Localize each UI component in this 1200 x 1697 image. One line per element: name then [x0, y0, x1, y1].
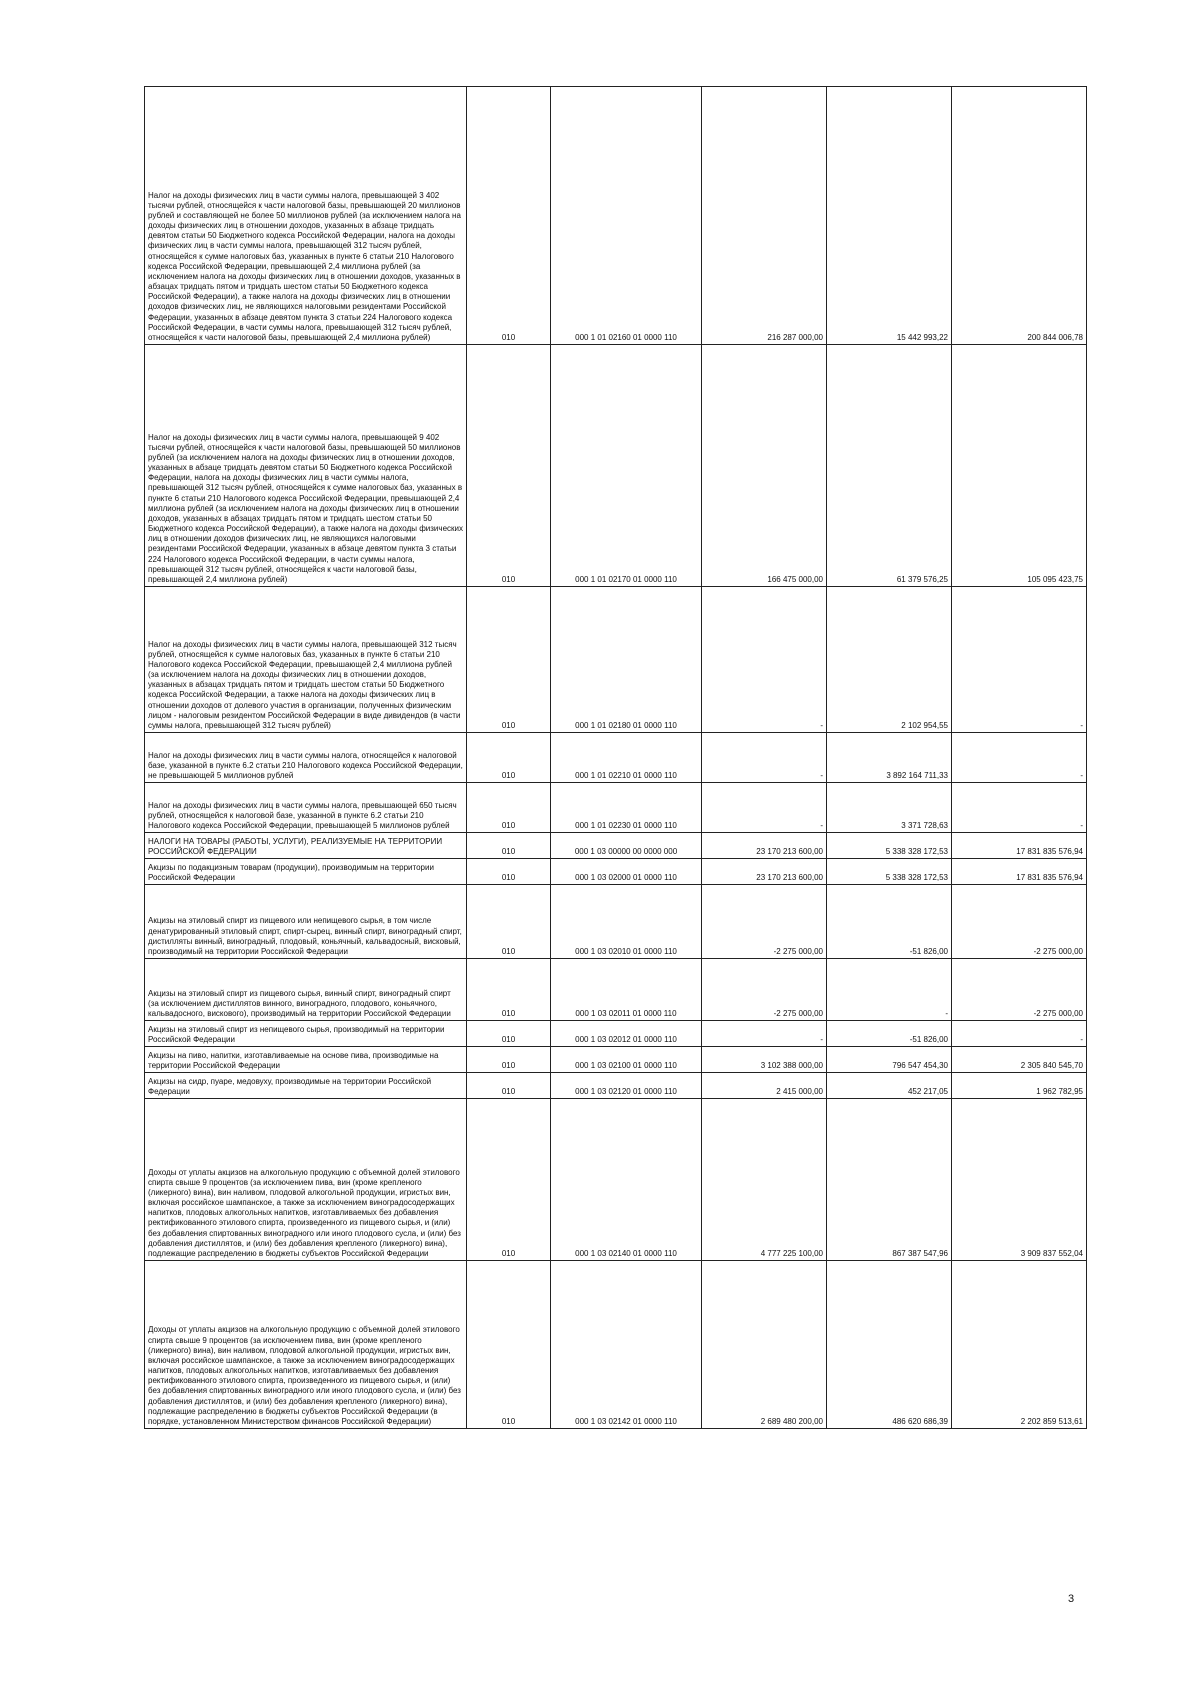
row-remaining-amount-cell: 105 095 423,75	[952, 345, 1087, 587]
row-remaining-amount-cell: -2 275 000,00	[952, 959, 1087, 1021]
row-executed-amount-cell: 5 338 328 172,53	[827, 833, 952, 859]
row-approved-amount-cell: -	[702, 783, 827, 833]
table-row	[145, 1099, 1087, 1261]
table-row	[145, 1073, 1087, 1099]
table-row	[145, 833, 1087, 859]
row-approved-amount-cell: 166 475 000,00	[702, 345, 827, 587]
row-name-cell: Доходы от уплаты акцизов на алкогольную продукцию с объемной долей этилового спирта свыше 9 процентов (за исключением пива, вин (кроме крепленого (ликерного) вина), вин наливом, плодовой алкогольной продукции, игристых вин, включая российское шампанское, а также за исключением виноградосодержащих напитков, плодовых алкогольных напитков, изготавливаемых без добавления ректификованного этилового спирта, произведенного из пищевого сырья, и (или) без добавления спиртованных виноградного или иного плодового сусла, и (или) без добавления дистиллятов, и (или) без добавления крепленого (ликерного) вина), подлежащие распределению в бюджеты субъектов Российской Федерации (в порядке, установленном Министерством финансов Российской Федерации)	[145, 1261, 467, 1429]
row-remaining-amount-cell: -	[952, 1021, 1087, 1047]
row-executed-amount-cell: -51 826,00	[827, 1021, 952, 1047]
row-line-code-cell: 010	[467, 1073, 551, 1099]
row-budget-code-cell: 000 1 01 02170 01 0000 110	[551, 345, 702, 587]
row-line-code-cell: 010	[467, 1047, 551, 1073]
row-budget-code-cell: 000 1 03 02000 01 0000 110	[551, 859, 702, 885]
row-executed-amount-cell: 61 379 576,25	[827, 345, 952, 587]
table-row	[145, 885, 1087, 959]
row-executed-amount-cell: 3 371 728,63	[827, 783, 952, 833]
row-budget-code-cell: 000 1 03 02011 01 0000 110	[551, 959, 702, 1021]
row-remaining-amount-cell: 17 831 835 576,94	[952, 833, 1087, 859]
row-name-cell: Налог на доходы физических лиц в части суммы налога, превышающей 9 402 тысячи рублей, относящейся к части налоговой базы, превышающей 50 миллионов рублей (за исключением налога на доходы физических лиц в отношении доходов, указанных в абзаце тридцать девятом статьи 50 Бюджетного кодекса Российской Федерации, налога на доходы физических лиц в части суммы налога, превышающей 312 тысяч рублей, относящейся к сумме налоговых баз, указанных в пункте 6 статьи 210 Налогового кодекса Российской Федерации, превышающей 2,4 миллиона рублей (за исключением налога на доходы физических лиц в отношении доходов, указанных в абзацах тридцать пятом и тридцать шестом статьи 50 Бюджетного кодекса Российской Федерации), а также налога на доходы физических лиц в отношении доходов физических лиц, не являющихся налоговыми резидентами Российской Федерации, указанных в абзаце девятом пункта 3 статьи 224 Налогового кодекса Российской Федерации, в части суммы налога, превышающей 312 тысяч рублей, относящейся к части налоговой базы, превышающей 2,4 миллиона рублей)	[145, 345, 467, 587]
row-line-code-cell: 010	[467, 959, 551, 1021]
row-executed-amount-cell: 3 892 164 711,33	[827, 733, 952, 783]
table-row	[145, 1261, 1087, 1429]
row-remaining-amount-cell: -	[952, 587, 1087, 733]
row-executed-amount-cell: 796 547 454,30	[827, 1047, 952, 1073]
row-budget-code-cell: 000 1 01 02230 01 0000 110	[551, 783, 702, 833]
row-approved-amount-cell: 23 170 213 600,00	[702, 833, 827, 859]
row-approved-amount-cell: 3 102 388 000,00	[702, 1047, 827, 1073]
revenue-report-table	[144, 86, 1087, 1429]
row-executed-amount-cell: 2 102 954,55	[827, 587, 952, 733]
row-remaining-amount-cell: 17 831 835 576,94	[952, 859, 1087, 885]
table-row	[145, 859, 1087, 885]
row-approved-amount-cell: -	[702, 733, 827, 783]
row-name-cell: Акцизы на этиловый спирт из пищевого сырья, винный спирт, виноградный спирт (за исключением дистиллятов винного, виноградного, плодового, коньячного, кальвадосного, вискового), производимый на территории Российской Федерации	[145, 959, 467, 1021]
row-budget-code-cell: 000 1 03 02012 01 0000 110	[551, 1021, 702, 1047]
row-approved-amount-cell: 216 287 000,00	[702, 87, 827, 345]
table-row	[145, 733, 1087, 783]
row-name-cell: Акцизы на этиловый спирт из пищевого или непищевого сырья, в том числе денатурированный этиловый спирт, спирт-сырец, винный спирт, виноградный спирт, дистилляты винный, виноградный, плодовый, коньячный, кальвадосный, висковый, производимый на территории Российской Федерации	[145, 885, 467, 959]
row-remaining-amount-cell: 2 305 840 545,70	[952, 1047, 1087, 1073]
table-row	[145, 783, 1087, 833]
row-executed-amount-cell: 867 387 547,96	[827, 1099, 952, 1261]
row-executed-amount-cell: 5 338 328 172,53	[827, 859, 952, 885]
row-approved-amount-cell: 4 777 225 100,00	[702, 1099, 827, 1261]
row-name-cell: Налог на доходы физических лиц в части суммы налога, относящейся к налоговой базе, указанной в пункте 6.2 статьи 210 Налогового кодекса Российской Федерации, не превышающей 5 миллионов рублей	[145, 733, 467, 783]
row-name-cell: Доходы от уплаты акцизов на алкогольную продукцию с объемной долей этилового спирта свыше 9 процентов (за исключением пива, вин (кроме крепленого (ликерного) вина), вин наливом, плодовой алкогольной продукции, игристых вин, включая российское шампанское, а также за исключением виноградосодержащих напитков, плодовых алкогольных напитков, изготавливаемых без добавления ректификованного этилового спирта, произведенного из пищевого сырья, и (или) без добавления спиртованных виноградного или иного плодового сусла, и (или) без добавления дистиллятов, и (или) без добавления крепленого (ликерного) вина), подлежащие распределению в бюджеты субъектов Российской Федерации	[145, 1099, 467, 1261]
table-row	[145, 587, 1087, 733]
row-remaining-amount-cell: -	[952, 783, 1087, 833]
row-remaining-amount-cell: 2 202 859 513,61	[952, 1261, 1087, 1429]
row-name-cell: Налог на доходы физических лиц в части суммы налога, превышающей 3 402 тысячи рублей, относящейся к части налоговой базы, превышающей 20 миллионов рублей и составляющей не более 50 миллионов рублей (за исключением налога на доходы физических лиц в отношении доходов, указанных в абзаце тридцать девятом статьи 50 Бюджетного кодекса Российской Федерации, налога на доходы физических лиц в части суммы налога, превышающей 312 тысяч рублей, относящейся к сумме налоговых баз, указанных в пункте 6 статьи 210 Налогового кодекса Российской Федерации, превышающей 2,4 миллиона рублей (за исключением налога на доходы физических лиц в отношении доходов, указанных в абзацах тридцать пятом и тридцать шестом статьи 50 Бюджетного кодекса Российской Федерации), а также налога на доходы физических лиц в отношении доходов физических лиц, не являющихся налоговыми резидентами Российской Федерации, указанных в абзаце девятом пункта 3 статьи 224 Налогового кодекса Российской Федерации, в части суммы налога, превышающей 312 тысяч рублей, относящейся к части налоговой базы, превышающей 2,4 миллиона рублей)	[145, 87, 467, 345]
row-budget-code-cell: 000 1 03 02010 01 0000 110	[551, 885, 702, 959]
row-line-code-cell: 010	[467, 1021, 551, 1047]
row-name-cell: Налог на доходы физических лиц в части суммы налога, превышающей 650 тысяч рублей, относящейся к налоговой базе, указанной в пункте 6.2 статьи 210 Налогового кодекса Российской Федерации, превышающей 5 миллионов рублей	[145, 783, 467, 833]
row-name-cell: Налог на доходы физических лиц в части суммы налога, превышающей 312 тысяч рублей, относящейся к сумме налоговых баз, указанных в пункте 6 статьи 210 Налогового кодекса Российской Федерации, превышающей 2,4 миллиона рублей (за исключением налога на доходы физических лиц в отношении доходов, указанных в абзацах тридцать пятом и тридцать шестом статьи 50 Бюджетного кодекса Российской Федерации, а также налога на доходы физических лиц в отношении доходов от долевого участия в организации, полученных физическим лицом - налоговым резидентом Российской Федерации в виде дивидендов (в части суммы налога, превышающей 312 тысяч рублей)	[145, 587, 467, 733]
row-approved-amount-cell: 2 689 480 200,00	[702, 1261, 827, 1429]
row-remaining-amount-cell: 3 909 837 552,04	[952, 1099, 1087, 1261]
row-budget-code-cell: 000 1 01 02180 01 0000 110	[551, 587, 702, 733]
row-budget-code-cell: 000 1 03 00000 00 0000 000	[551, 833, 702, 859]
row-approved-amount-cell: -2 275 000,00	[702, 885, 827, 959]
row-remaining-amount-cell: -2 275 000,00	[952, 885, 1087, 959]
row-name-cell: НАЛОГИ НА ТОВАРЫ (РАБОТЫ, УСЛУГИ), РЕАЛИЗУЕМЫЕ НА ТЕРРИТОРИИ РОССИЙСКОЙ ФЕДЕРАЦИИ	[145, 833, 467, 859]
table-row	[145, 87, 1087, 345]
row-remaining-amount-cell: 1 962 782,95	[952, 1073, 1087, 1099]
row-executed-amount-cell: 486 620 686,39	[827, 1261, 952, 1429]
row-line-code-cell: 010	[467, 833, 551, 859]
table-row	[145, 959, 1087, 1021]
row-budget-code-cell: 000 1 03 02100 01 0000 110	[551, 1047, 702, 1073]
row-executed-amount-cell: -	[827, 959, 952, 1021]
row-approved-amount-cell: 23 170 213 600,00	[702, 859, 827, 885]
row-remaining-amount-cell: -	[952, 733, 1087, 783]
row-line-code-cell: 010	[467, 587, 551, 733]
row-line-code-cell: 010	[467, 87, 551, 345]
page-number: 3	[1068, 1593, 1075, 1605]
row-executed-amount-cell: 452 217,05	[827, 1073, 952, 1099]
table-row	[145, 345, 1087, 587]
row-remaining-amount-cell: 200 844 006,78	[952, 87, 1087, 345]
row-line-code-cell: 010	[467, 783, 551, 833]
row-line-code-cell: 010	[467, 733, 551, 783]
row-budget-code-cell: 000 1 03 02120 01 0000 110	[551, 1073, 702, 1099]
row-executed-amount-cell: 15 442 993,22	[827, 87, 952, 345]
row-name-cell: Акцизы на сидр, пуаре, медовуху, производимые на территории Российской Федерации	[145, 1073, 467, 1099]
table-row	[145, 1047, 1087, 1073]
row-approved-amount-cell: -2 275 000,00	[702, 959, 827, 1021]
row-line-code-cell: 010	[467, 345, 551, 587]
row-name-cell: Акцизы по подакцизным товарам (продукции), производимым на территории Российской Федерации	[145, 859, 467, 885]
row-line-code-cell: 010	[467, 859, 551, 885]
row-approved-amount-cell: 2 415 000,00	[702, 1073, 827, 1099]
row-line-code-cell: 010	[467, 1099, 551, 1261]
row-line-code-cell: 010	[467, 1261, 551, 1429]
row-budget-code-cell: 000 1 01 02160 01 0000 110	[551, 87, 702, 345]
row-approved-amount-cell: -	[702, 1021, 827, 1047]
row-name-cell: Акцизы на пиво, напитки, изготавливаемые на основе пива, производимые на территории Российской Федерации	[145, 1047, 467, 1073]
table-row	[145, 1021, 1087, 1047]
report-table-body	[145, 87, 1087, 1429]
row-approved-amount-cell: -	[702, 587, 827, 733]
row-budget-code-cell: 000 1 01 02210 01 0000 110	[551, 733, 702, 783]
row-budget-code-cell: 000 1 03 02142 01 0000 110	[551, 1261, 702, 1429]
row-line-code-cell: 010	[467, 885, 551, 959]
row-budget-code-cell: 000 1 03 02140 01 0000 110	[551, 1099, 702, 1261]
row-executed-amount-cell: -51 826,00	[827, 885, 952, 959]
row-name-cell: Акцизы на этиловый спирт из непищевого сырья, производимый на территории Российской Федерации	[145, 1021, 467, 1047]
